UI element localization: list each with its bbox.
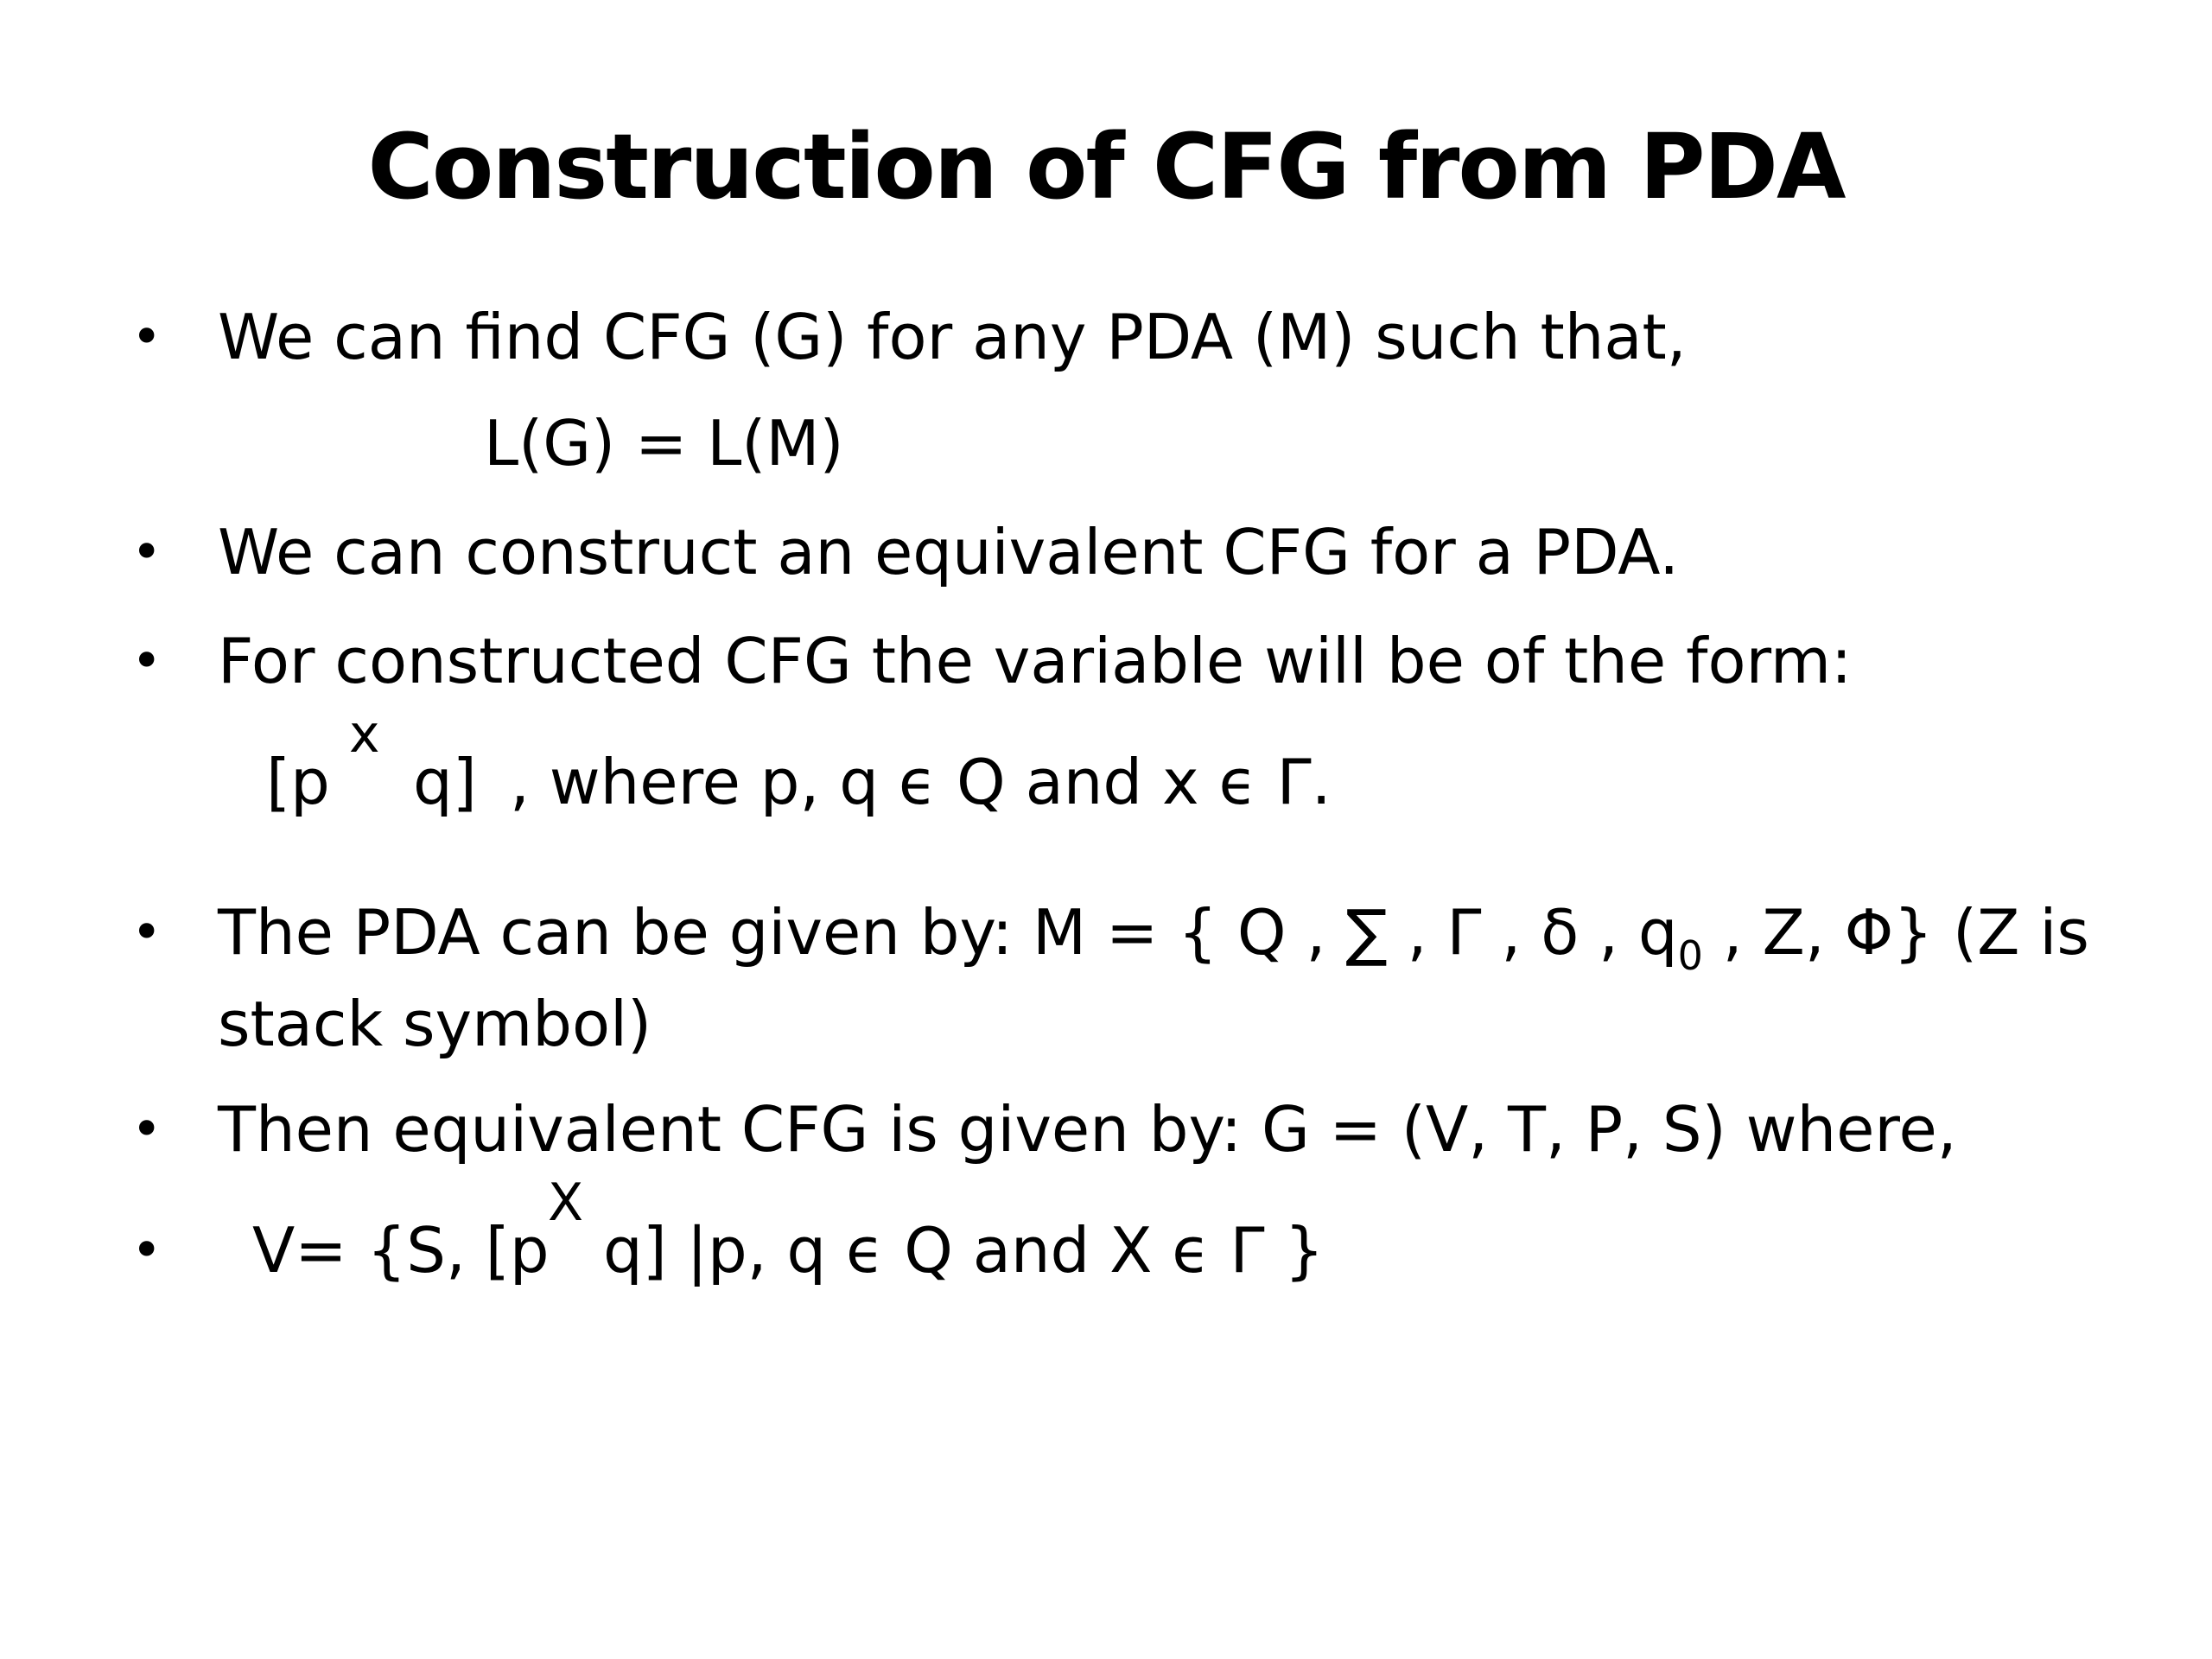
variable-form-right: q] <box>413 746 477 818</box>
bullet-4-text <box>218 893 2089 979</box>
bullet-2-marker: • <box>131 522 162 582</box>
variable-form-x: x <box>349 704 380 765</box>
q-subscript: 0 <box>1677 932 1703 979</box>
bullet-6-marker: • <box>131 1220 162 1281</box>
variable-form-left: [p <box>266 746 330 818</box>
bullet-3-marker: • <box>131 631 162 691</box>
pda-definition-start: The PDA can be given by: M = { Q , ∑ , Γ , δ , q <box>218 896 1678 969</box>
slide-title: Construction of CFG from PDA <box>367 114 1845 219</box>
bullet-5-text: Then equivalent CFG is given by: G = (V, T, P, S) where, <box>218 1093 1957 1166</box>
v-set-left: V= {S, [p <box>252 1214 550 1287</box>
bullet-1-marker: • <box>131 307 162 367</box>
bullet-5-marker: • <box>131 1099 162 1160</box>
bullet-2-text: We can construct an equivalent CFG for a PDA. <box>218 516 1680 588</box>
equation-lg-lm: L(G) = L(M) <box>484 407 844 480</box>
bullet-1-text: We can find CFG (G) for any PDA (M) such that, <box>218 301 1687 373</box>
v-set-right: q] |p, q ϵ Q and X ϵ Γ } <box>603 1214 1325 1287</box>
variable-form-conditions: , where p, q ϵ Q and x ϵ Γ. <box>510 746 1332 818</box>
bullet-4-marker: • <box>131 902 162 963</box>
pda-definition-end: , Z, Φ} (Z is <box>1702 896 2089 969</box>
bullet-3-text: For constructed CFG the variable will be of the form: <box>218 625 1853 697</box>
v-set-x: X <box>548 1173 584 1233</box>
bullet-4-line2: stack symbol) <box>218 988 652 1060</box>
